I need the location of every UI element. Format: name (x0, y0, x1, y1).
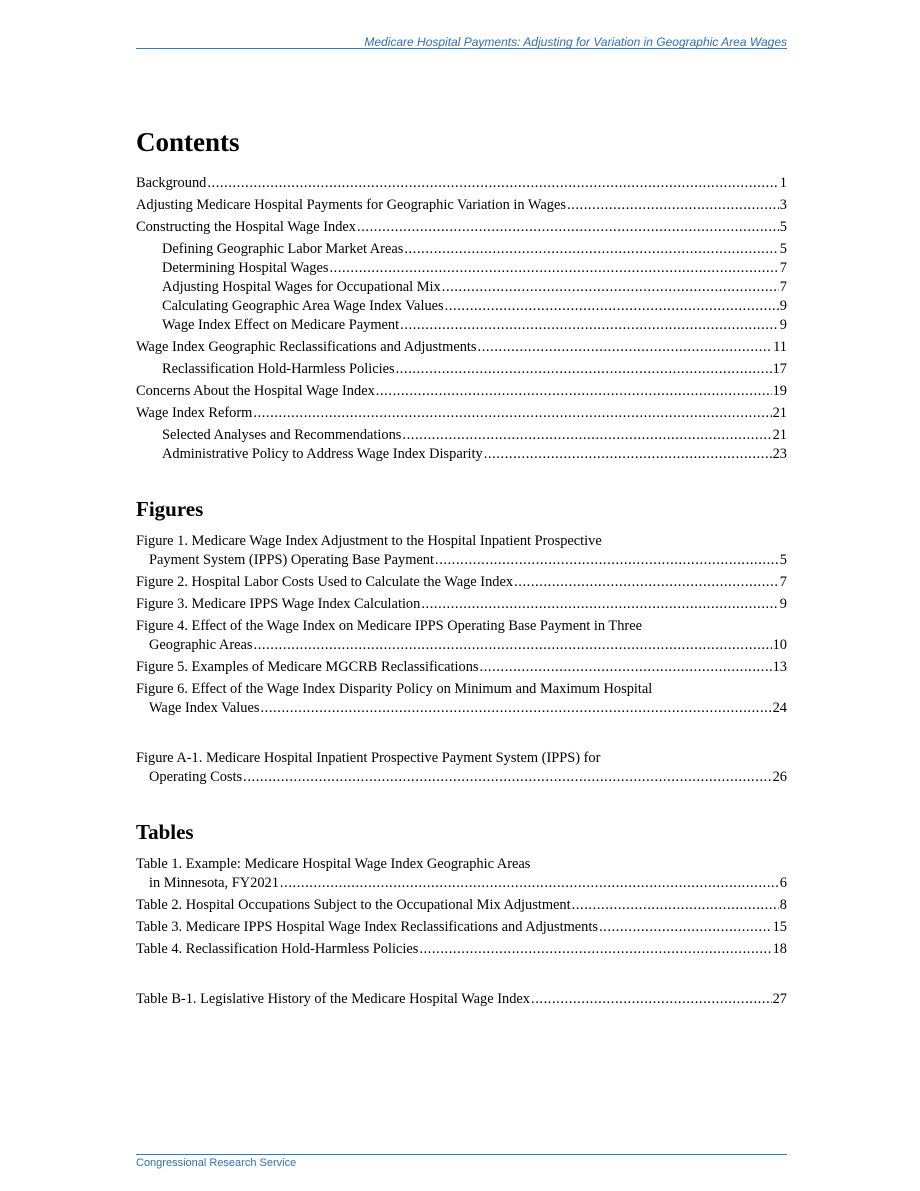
toc-entry-page: 6 (779, 875, 787, 891)
dot-leader (329, 259, 778, 278)
dot-leader (376, 382, 772, 401)
dot-leader (357, 218, 779, 237)
dot-leader (567, 196, 779, 215)
toc-entry-title-continued: Wage Index Values (149, 700, 260, 716)
toc-entry-title: Selected Analyses and Recommendations (162, 427, 402, 443)
toc-entry-page: 9 (779, 317, 787, 333)
toc-entry-page: 5 (779, 219, 787, 235)
toc-entry[interactable] (136, 316, 787, 335)
figures-section (136, 496, 787, 787)
toc-entry-title: Figure 1. Medicare Wage Index Adjustment to the Hospital Inpatient Prospective (136, 533, 602, 549)
toc-entry-title: Wage Index Effect on Medicare Payment (162, 317, 400, 333)
toc-entry-page: 21 (772, 405, 787, 421)
dot-leader (599, 918, 772, 937)
toc-entry[interactable] (136, 360, 787, 379)
dot-leader (402, 426, 771, 445)
figures-heading: Figures (136, 497, 204, 521)
toc-entry[interactable] (136, 990, 787, 1009)
toc-entry[interactable] (136, 595, 787, 614)
running-header-title: Medicare Hospital Payments: Adjusting for Variation in Geographic Area Wages (364, 35, 787, 49)
toc-entry-page: 23 (772, 446, 787, 462)
toc-entry[interactable] (136, 445, 787, 464)
toc-entry-title: Calculating Geographic Area Wage Index Values (162, 298, 444, 314)
toc-entry-title: Table 1. Example: Medicare Hospital Wage Index Geographic Areas (136, 856, 531, 872)
toc-page (136, 124, 787, 1009)
toc-entry-page: 26 (772, 769, 787, 785)
dot-leader (400, 316, 779, 335)
toc-entry-title: Table 2. Hospital Occupations Subject to the Occupational Mix Adjustment (136, 897, 571, 913)
dot-leader (572, 896, 779, 915)
dot-leader (243, 768, 771, 787)
toc-entry-page: 17 (772, 361, 787, 377)
toc-entry-title-continued: Payment System (IPPS) Operating Base Payment (149, 552, 434, 568)
toc-entry-page: 21 (772, 427, 787, 443)
toc-entry[interactable] (136, 278, 787, 297)
toc-entry[interactable] (136, 297, 787, 316)
dot-leader (419, 940, 771, 959)
toc-entry-title: Figure 3. Medicare IPPS Wage Index Calculation (136, 596, 421, 612)
toc-entry-page: 7 (779, 260, 787, 276)
toc-entry[interactable] (136, 382, 787, 401)
toc-entry-title: Adjusting Hospital Wages for Occupational Mix (162, 279, 441, 295)
toc-entry[interactable] (136, 196, 787, 215)
toc-entry[interactable] (136, 617, 787, 655)
dot-leader (260, 699, 771, 718)
toc-entry[interactable] (136, 896, 787, 915)
toc-entry[interactable] (136, 218, 787, 237)
dot-leader (484, 445, 772, 464)
toc-entry-title: Figure A-1. Medicare Hospital Inpatient Prospective Payment System (IPPS) for (136, 750, 601, 766)
toc-entry[interactable] (136, 680, 787, 718)
tables-appendix-list (136, 990, 787, 1009)
toc-entry-page: 5 (779, 241, 787, 257)
toc-entry[interactable] (136, 658, 787, 677)
toc-entry-title: Table 4. Reclassification Hold-Harmless Policies (136, 941, 419, 957)
toc-entry-page: 7 (779, 574, 787, 590)
footer-publisher: Congressional Research Service (136, 1157, 297, 1169)
dot-leader (207, 174, 778, 193)
toc-entry-page: 19 (772, 383, 787, 399)
toc-entry-title-continued: in Minnesota, FY2021 (149, 875, 279, 891)
toc-entry-title: Table B-1. Legislative History of the Medicare Hospital Wage Index (136, 991, 530, 1007)
toc-entry[interactable] (136, 532, 787, 570)
dot-leader (514, 573, 779, 592)
toc-entry-title-continued: Geographic Areas (149, 637, 253, 653)
dot-leader (478, 338, 773, 357)
toc-entry-title: Wage Index Geographic Reclassifications and Adjustments (136, 339, 477, 355)
toc-entry-title: Table 3. Medicare IPPS Hospital Wage Index Reclassifications and Adjustments (136, 919, 598, 935)
toc-entry-page: 8 (779, 897, 787, 913)
tables-heading: Tables (136, 820, 194, 844)
contents-heading: Contents (136, 127, 240, 157)
toc-entry[interactable] (136, 259, 787, 278)
toc-entry-title: Determining Hospital Wages (162, 260, 329, 276)
toc-entry-title: Constructing the Hospital Wage Index (136, 219, 356, 235)
dot-leader (435, 551, 779, 570)
toc-entry-page: 15 (772, 919, 787, 935)
toc-entry[interactable] (136, 404, 787, 423)
dot-leader (442, 278, 779, 297)
dot-leader (445, 297, 779, 316)
toc-entry-title: Concerns About the Hospital Wage Index (136, 383, 375, 399)
toc-entry[interactable] (136, 174, 787, 193)
toc-entry-page: 27 (772, 991, 787, 1007)
dot-leader (280, 874, 779, 893)
toc-entry[interactable] (136, 426, 787, 445)
toc-entry[interactable] (136, 338, 787, 357)
toc-entry-title: Figure 2. Hospital Labor Costs Used to Calculate the Wage Index (136, 574, 514, 590)
toc-entry-page: 18 (772, 941, 787, 957)
figures-list (136, 532, 787, 718)
toc-entry-page: 11 (773, 339, 787, 355)
toc-entry-title: Wage Index Reform (136, 405, 253, 421)
toc-entry-page: 13 (772, 659, 787, 675)
toc-entry-page: 9 (779, 298, 787, 314)
toc-entry-page: 5 (779, 552, 787, 568)
toc-entry-title: Figure 5. Examples of Medicare MGCRB Reclassifications (136, 659, 479, 675)
toc-entry-page: 9 (779, 596, 787, 612)
toc-entry[interactable] (136, 918, 787, 937)
dot-leader (396, 360, 772, 379)
toc-entry-title: Background (136, 175, 207, 191)
contents-list (136, 174, 787, 464)
tables-list (136, 855, 787, 959)
toc-entry-title-continued: Operating Costs (149, 769, 243, 785)
dot-leader (531, 990, 772, 1009)
toc-entry[interactable] (136, 573, 787, 592)
dot-leader (253, 404, 771, 423)
toc-entry-title: Reclassification Hold-Harmless Policies (162, 361, 395, 377)
toc-entry[interactable] (136, 940, 787, 959)
toc-entry-page: 7 (779, 279, 787, 295)
figures-appendix-list (136, 749, 787, 787)
toc-entry-title: Adjusting Medicare Hospital Payments for Geographic Variation in Wages (136, 197, 566, 213)
toc-entry-title: Defining Geographic Labor Market Areas (162, 241, 404, 257)
toc-entry-title: Figure 6. Effect of the Wage Index Disparity Policy on Minimum and Maximum Hospital (136, 681, 653, 697)
toc-entry[interactable] (136, 749, 787, 787)
toc-entry-page: 1 (779, 175, 787, 191)
toc-entry[interactable] (136, 240, 787, 259)
toc-entry-page: 24 (772, 700, 787, 716)
tables-section (136, 819, 787, 1009)
toc-entry-page: 3 (779, 197, 787, 213)
dot-leader (404, 240, 778, 259)
dot-leader (480, 658, 772, 677)
toc-entry-title: Figure 4. Effect of the Wage Index on Medicare IPPS Operating Base Payment in Three (136, 618, 642, 634)
dot-leader (254, 636, 772, 655)
toc-entry-page: 10 (772, 637, 787, 653)
toc-entry[interactable] (136, 855, 787, 893)
running-header (136, 32, 787, 49)
page-footer (136, 1154, 787, 1169)
dot-leader (421, 595, 778, 614)
toc-entry-title: Administrative Policy to Address Wage Index Disparity (162, 446, 483, 462)
